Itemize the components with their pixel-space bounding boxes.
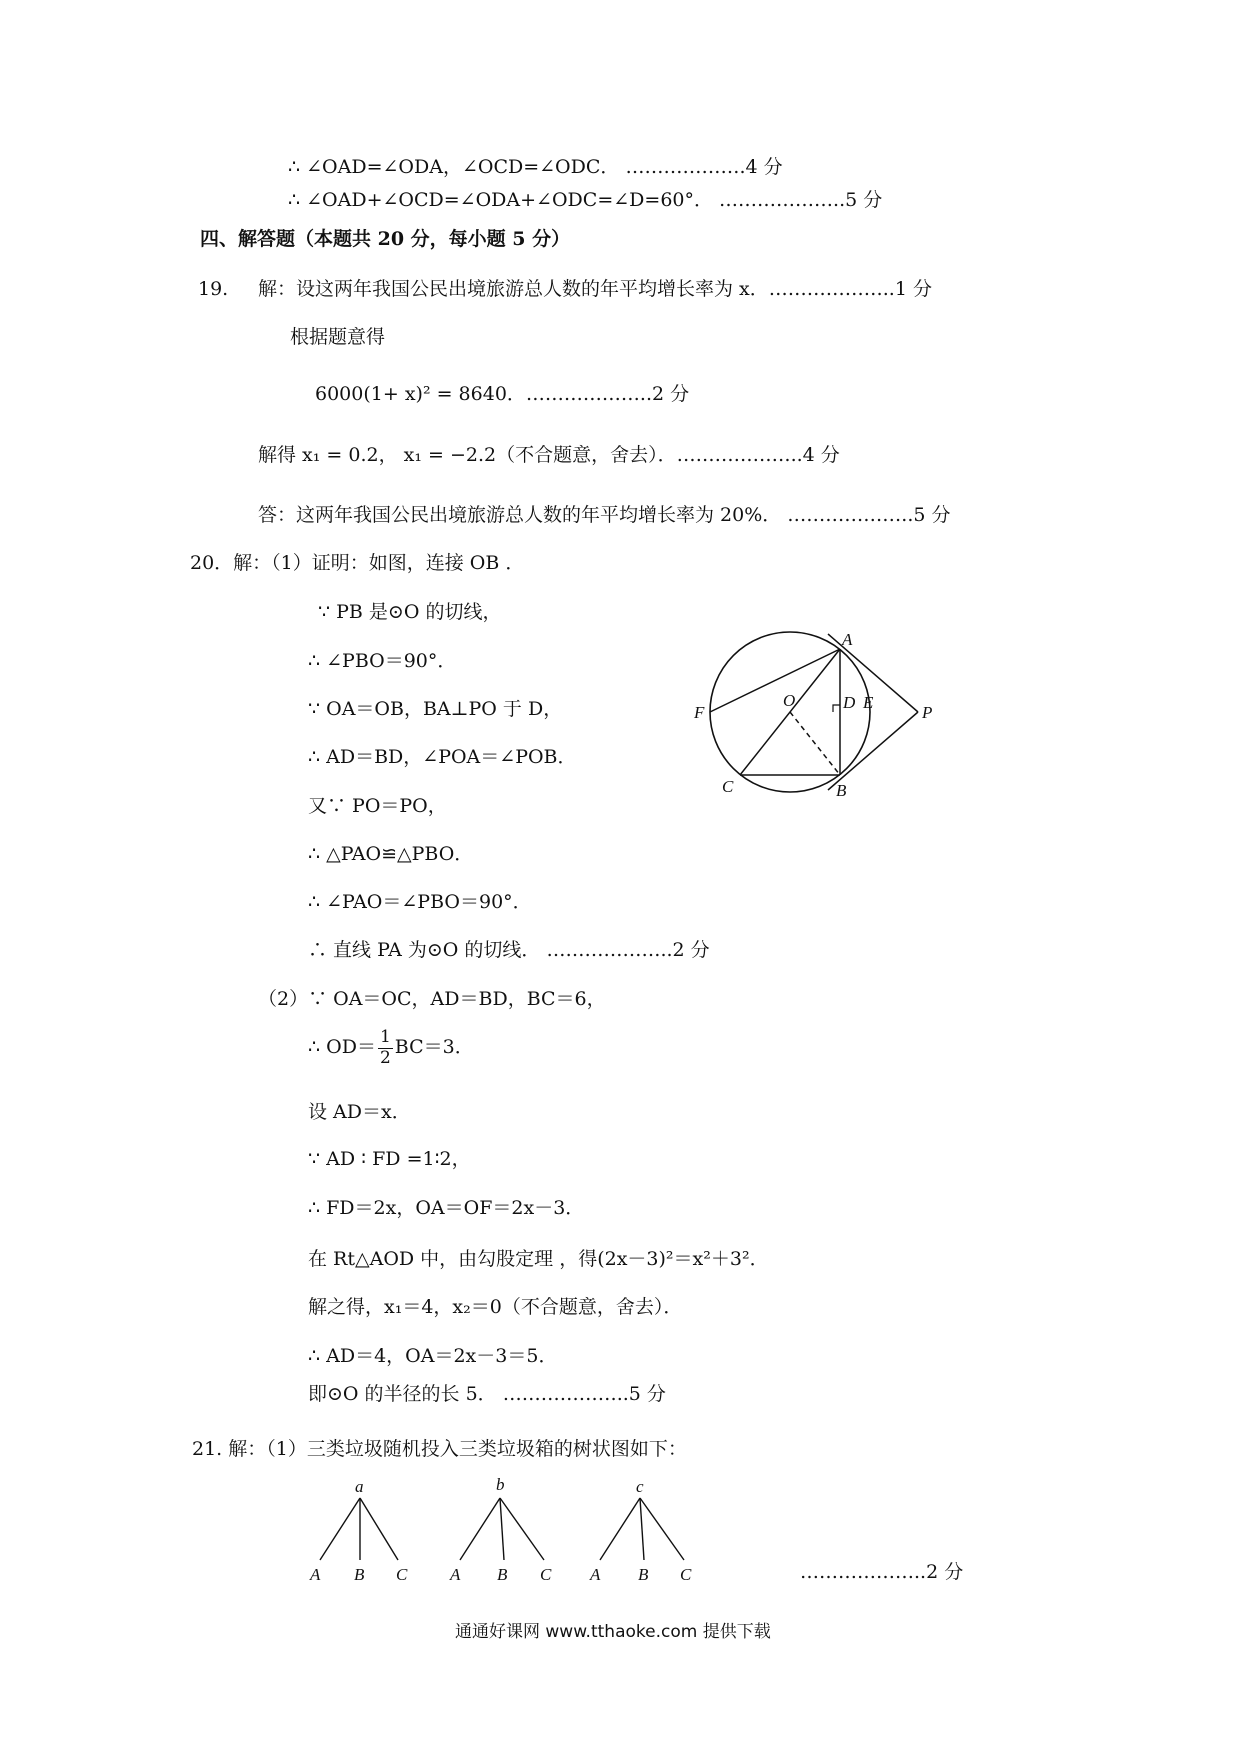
fraction-one-half	[378, 1028, 393, 1068]
tree-a-leaf-a: A	[310, 1565, 321, 1584]
q19-line-2: 根据题意得	[290, 326, 386, 348]
page-footer: 通通好课网 www.tthaoke.com 提供下载	[455, 1622, 771, 1642]
q20-part2-line-3: 设 AD＝x．	[308, 1101, 411, 1123]
tree-a-leaf-c: C	[396, 1565, 408, 1584]
q21-line-1: 21. 解：（1）三类垃圾随机投入三类垃圾箱的树状图如下：	[192, 1438, 687, 1460]
q19-equation: 6000(1+ x)² = 8640．………………..2 分	[315, 383, 690, 405]
q20-line-8: ∴ ∠PAO＝∠PBO＝90°．	[308, 891, 532, 913]
q20-line-5: ∴ AD＝BD，∠POA＝∠POB．	[308, 746, 577, 768]
q20-line-1: 20．解：（1）证明：如图，连接 OB ．	[190, 552, 525, 574]
tree-a-root: a	[355, 1477, 364, 1496]
dashed-ob	[790, 712, 840, 775]
tangent-pb	[828, 712, 918, 790]
fraction-numerator: 1	[379, 1027, 391, 1047]
tree-b-leaf-b: B	[497, 1565, 508, 1584]
q20-line-4: ∵ OA＝OB，BA⊥PO 于 D，	[308, 698, 563, 720]
tree-b-leaf-a: A	[450, 1565, 461, 1584]
label-a: A	[842, 630, 853, 649]
q20-part2-line-9: 即⊙O 的半径的长 5． ………………..5 分	[308, 1383, 666, 1405]
label-f: F	[694, 703, 705, 722]
q20-part2-line-5: ∴ FD＝2x，OA＝OF＝2x－3．	[308, 1197, 585, 1219]
tree-a	[309, 1477, 408, 1584]
label-o: O	[783, 691, 796, 710]
q20-line-7: ∴ △PAO≌△PBO．	[308, 843, 474, 865]
tree-b-leaf-c: C	[540, 1565, 552, 1584]
q19-answer: 答：这两年我国公民出境旅游总人数的年平均增长率为 20%． ………………..5 分	[258, 504, 951, 526]
q20-part2-line-8: ∴ AD＝4，OA＝2x－3＝5．	[308, 1345, 558, 1367]
q20-line-3: ∴ ∠PBO＝90°．	[308, 650, 457, 672]
od-value: BC＝3．	[394, 1036, 474, 1059]
q20-line-2: ∵ PB 是⊙O 的切线，	[318, 601, 502, 623]
label-p: P	[922, 703, 933, 722]
tree-diagram	[300, 1475, 720, 1588]
q20-line-6: 又∵ PO＝PO，	[308, 795, 447, 817]
tree-a-leaf-b: B	[354, 1565, 365, 1584]
q21-score: ………………..2 分	[800, 1561, 964, 1583]
q20-line-9: ∴ 直线 PA 为⊙O 的切线． ………………..2 分	[308, 939, 710, 961]
tree-b-root: b	[496, 1475, 505, 1494]
q20-part2-line-7: 解之得，x₁＝4，x₂＝0（不合题意，舍去）．	[308, 1296, 683, 1318]
label-c: C	[722, 777, 734, 796]
circle-tangent-figure	[694, 628, 940, 808]
proof-line-1: ∴ ∠OAD=∠ODA，∠OCD=∠ODC． ……………….4 分	[288, 156, 783, 178]
od-label: ∴ OD＝	[308, 1036, 376, 1059]
tree-c-leaf-b: B	[638, 1565, 649, 1584]
right-angle-mark	[833, 705, 840, 712]
tree-c-leaf-c: C	[680, 1565, 692, 1584]
tree-c-root: c	[636, 1477, 644, 1496]
q19-line-1: 解：设这两年我国公民出境旅游总人数的年平均增长率为 x．………………..1 分	[258, 278, 932, 300]
q20-part2-line-6: 在 Rt△AOD 中，由勾股定理 ，得(2x－3)²＝x²＋3²．	[308, 1248, 769, 1270]
q19-number: 19.	[198, 278, 229, 300]
label-e: E	[863, 693, 874, 712]
tree-b	[449, 1475, 552, 1584]
section-heading: 四、解答题（本题共 20 分，每小题 5 分）	[200, 228, 571, 250]
label-b: B	[836, 781, 847, 800]
fraction-denominator: 2	[379, 1047, 391, 1068]
q19-solution: 解得 x₁ = 0.2， x₁ = −2.2（不合题意，舍去）．………………..4 分	[258, 444, 840, 466]
q20-part2-line-1: （2）∵ OA＝OC，AD＝BD，BC＝6，	[258, 988, 606, 1010]
tree-c-leaf-a: A	[590, 1565, 601, 1584]
q20-part2-line-2	[308, 1028, 474, 1068]
label-d: D	[843, 693, 856, 712]
q20-part2-line-4: ∵ AD ∶ FD =1∶2，	[308, 1148, 471, 1170]
proof-line-2: ∴ ∠OAD+∠OCD=∠ODA+∠ODC=∠D=60°． ………………..5 分	[288, 189, 883, 211]
tree-c	[589, 1477, 692, 1584]
